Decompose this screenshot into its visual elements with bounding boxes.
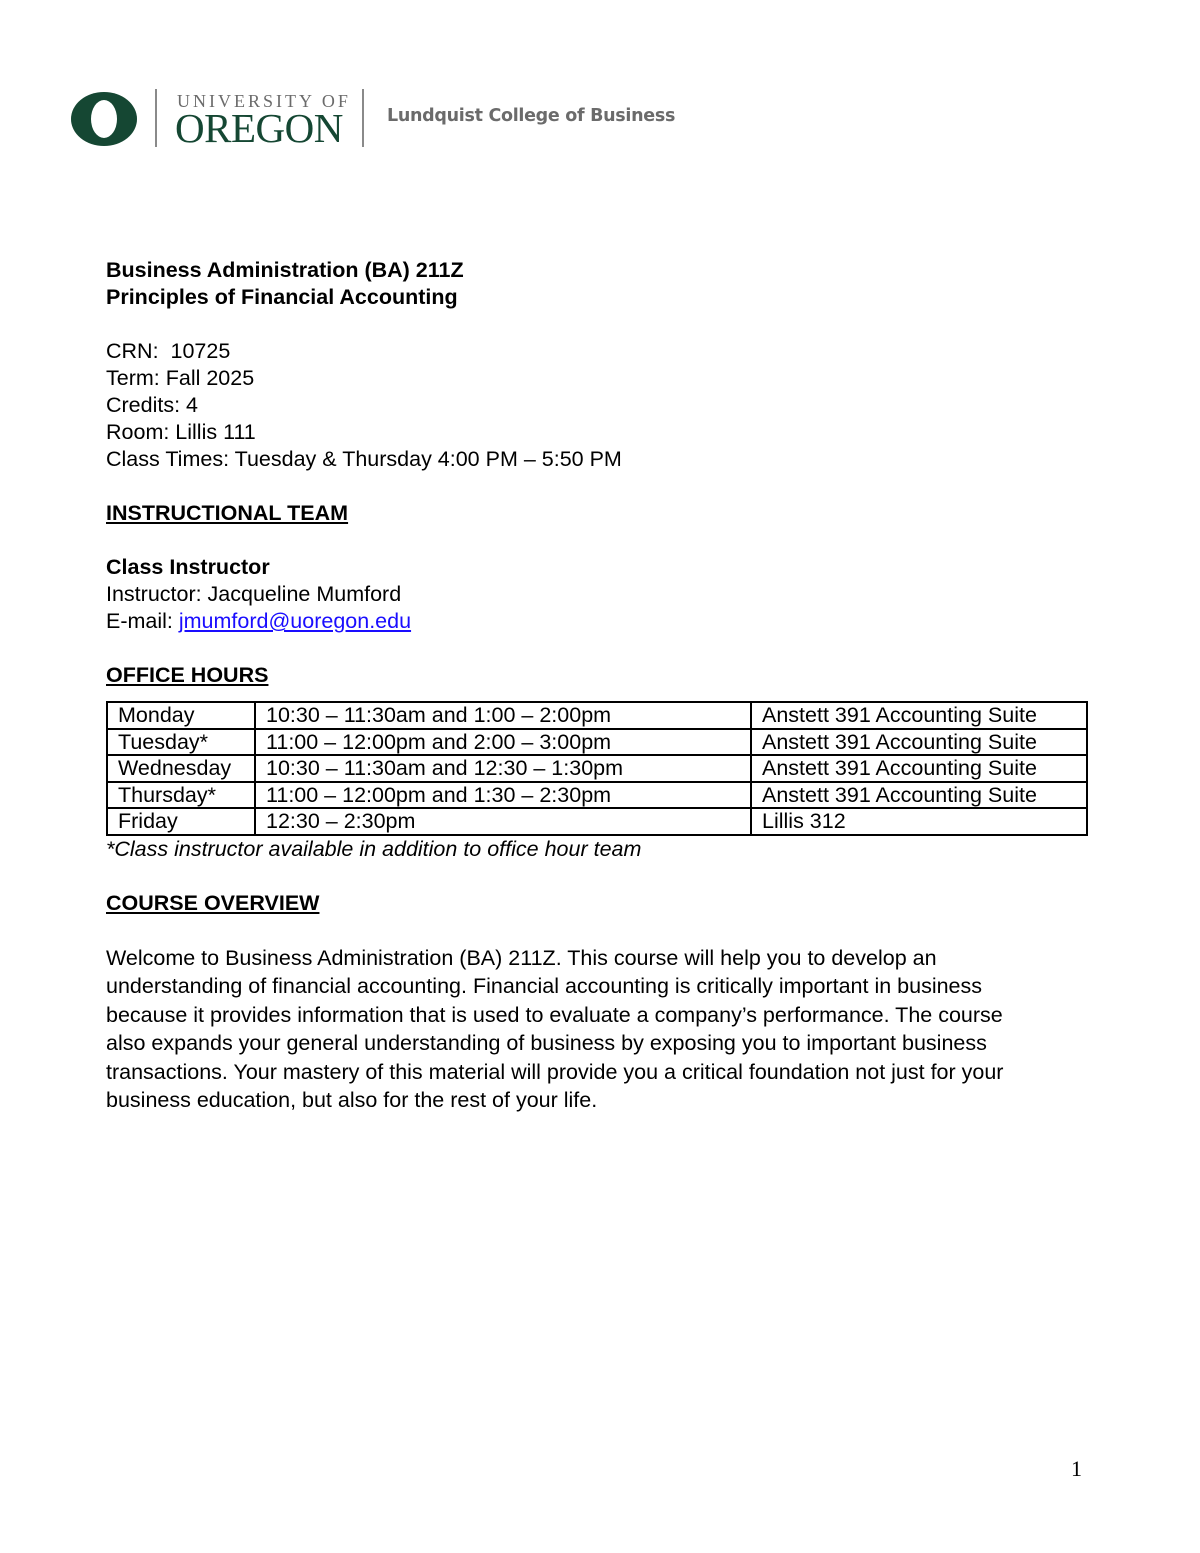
office-hours-location: Anstett 391 Accounting Suite xyxy=(751,782,1087,809)
course-crn: CRN: 10725 xyxy=(106,339,231,363)
office-hours-location: Anstett 391 Accounting Suite xyxy=(751,729,1087,756)
table-row xyxy=(107,808,1087,835)
office-hours-day: Friday xyxy=(107,808,255,835)
university-of-text: UNIVERSITY OF xyxy=(177,91,351,111)
office-hours-time: 12:30 – 2:30pm xyxy=(255,808,751,835)
logo-divider xyxy=(155,89,157,147)
office-hours-time: 10:30 – 11:30am and 12:30 – 1:30pm xyxy=(255,755,751,782)
logo-divider xyxy=(362,89,364,147)
office-hours-time: 10:30 – 11:30am and 1:00 – 2:00pm xyxy=(255,702,751,729)
course-class-times: Class Times: Tuesday & Thursday 4:00 PM – 5:50 PM xyxy=(106,447,622,471)
overview-line: also expands your general understanding of business by exposing you to important business xyxy=(106,1031,987,1055)
office-hours-heading: OFFICE HOURS xyxy=(106,663,269,687)
oregon-wordmark: OREGON xyxy=(175,105,343,151)
course-room: Room: Lillis 111 xyxy=(106,420,256,444)
course-title-line1: Business Administration (BA) 211Z xyxy=(106,258,464,282)
course-overview-heading: COURSE OVERVIEW xyxy=(106,890,320,915)
syllabus-content xyxy=(106,257,1096,1115)
table-row xyxy=(107,755,1087,782)
page-number: 1 xyxy=(1071,1456,1082,1481)
college-name: Lundquist College of Business xyxy=(387,106,676,126)
university-o-logo-icon xyxy=(69,90,139,148)
office-hours-day: Monday xyxy=(107,702,255,729)
office-hours-day: Wednesday xyxy=(107,755,255,782)
office-hours-note: *Class instructor available in addition to office hour team xyxy=(106,836,642,861)
course-term: Term: Fall 2025 xyxy=(106,366,255,390)
overview-line: understanding of financial accounting. Financial accounting is critically important in business xyxy=(106,974,983,998)
office-hours-location: Anstett 391 Accounting Suite xyxy=(751,755,1087,782)
instructor-email-line xyxy=(106,608,1096,635)
email-label: E-mail: xyxy=(106,609,179,633)
course-credits: Credits: 4 xyxy=(106,393,199,417)
overview-line: transactions. Your mastery of this material will provide you a critical foundation not just for your xyxy=(106,1059,1004,1084)
table-row xyxy=(107,702,1087,729)
office-hours-time: 11:00 – 12:00pm and 1:30 – 2:30pm xyxy=(255,782,751,809)
class-instructor-subheading: Class Instructor xyxy=(106,555,270,579)
overview-line: Welcome to Business Administration (BA) 211Z. This course will help you to develop an xyxy=(106,945,937,970)
instructional-team-heading: INSTRUCTIONAL TEAM xyxy=(106,501,349,525)
course-title-line2: Principles of Financial Accounting xyxy=(106,285,458,309)
instructor-email-link[interactable]: jmumford@uoregon.edu xyxy=(178,609,412,633)
table-row xyxy=(107,782,1087,809)
office-hours-location: Lillis 312 xyxy=(751,808,1087,835)
office-hours-table xyxy=(106,701,1088,836)
table-row xyxy=(107,729,1087,756)
instructor-name: Instructor: Jacqueline Mumford xyxy=(106,582,402,606)
overview-line: business education, but also for the rest of your life. xyxy=(106,1088,598,1112)
office-hours-time: 11:00 – 12:00pm and 2:00 – 3:00pm xyxy=(255,729,751,756)
overview-line: because it provides information that is used to evaluate a company’s performance. The course xyxy=(106,1002,1003,1027)
office-hours-day: Thursday* xyxy=(107,782,255,809)
office-hours-day: Tuesday* xyxy=(107,729,255,756)
office-hours-location: Anstett 391 Accounting Suite xyxy=(751,702,1087,729)
